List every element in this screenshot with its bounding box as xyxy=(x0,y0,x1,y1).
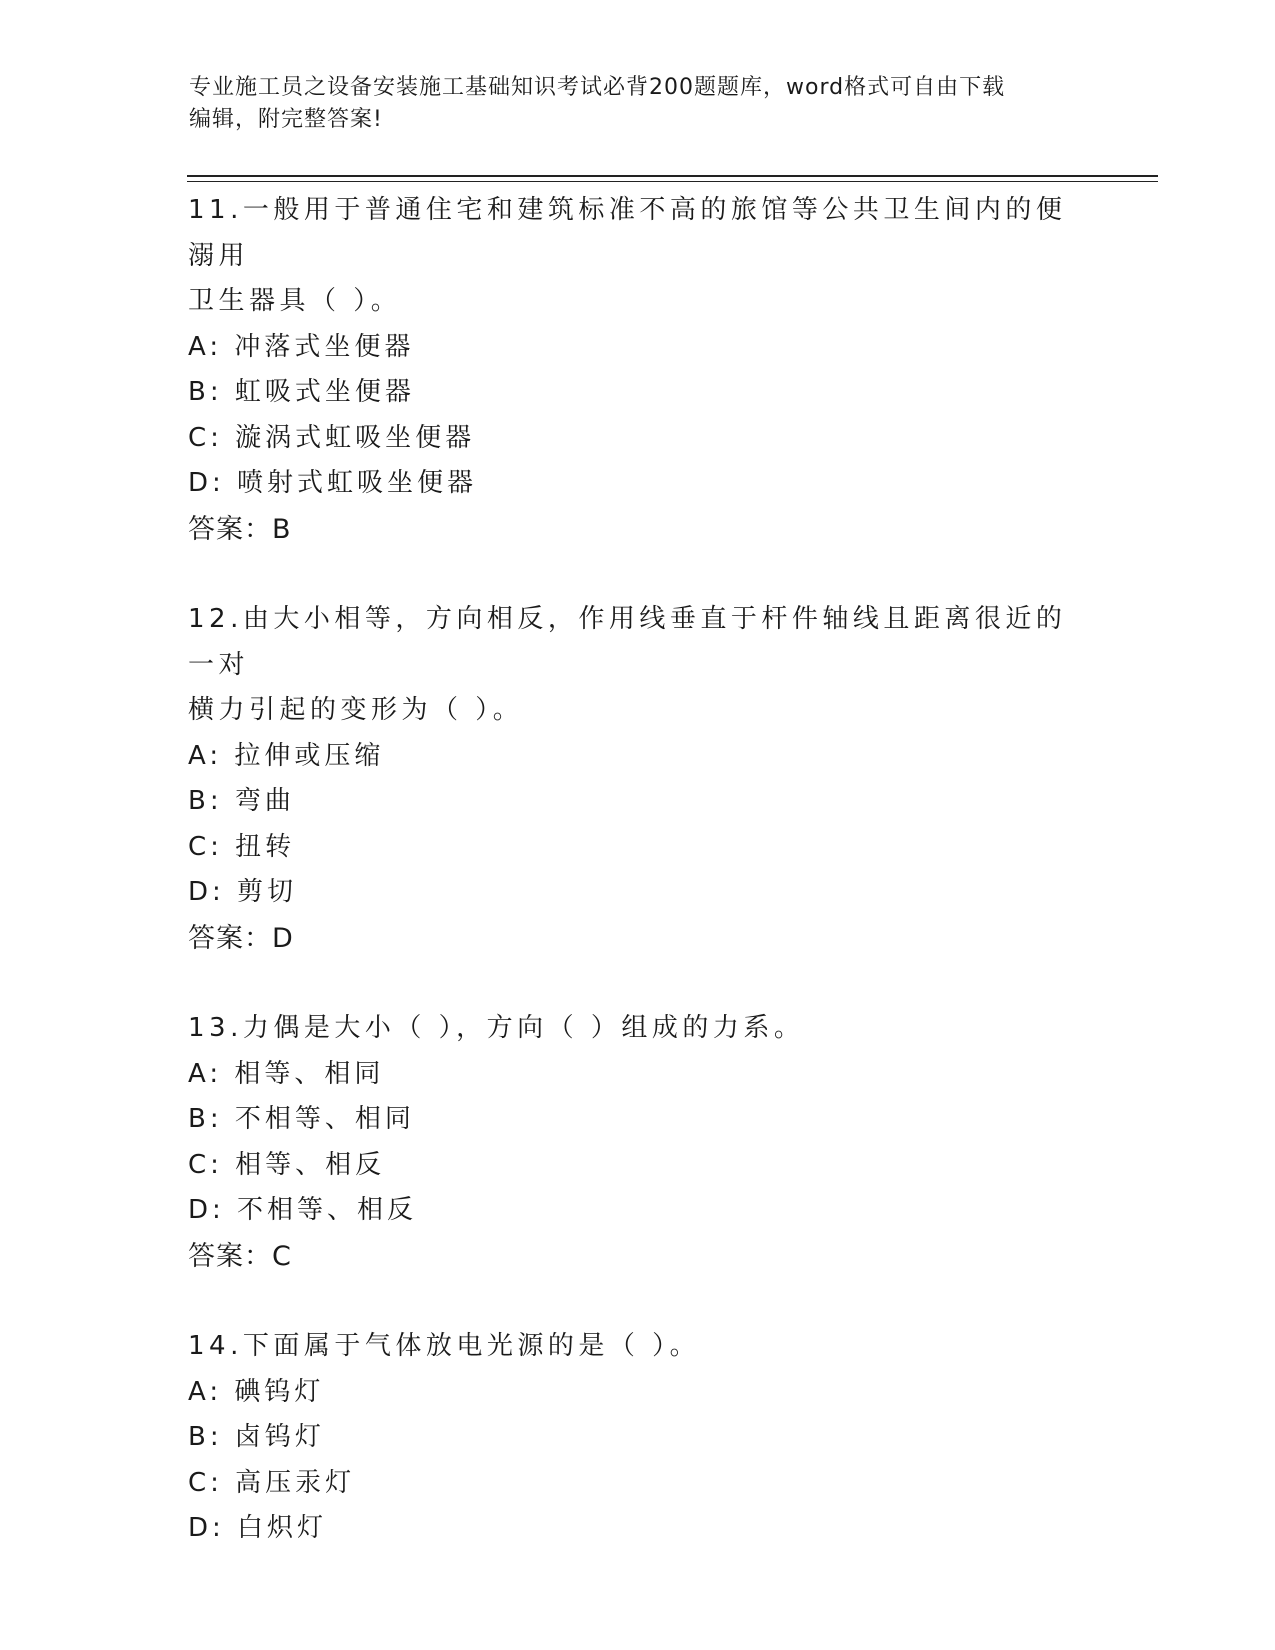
answer: 答案：D xyxy=(188,922,294,954)
option-b: B: 卤钨灯 xyxy=(188,1422,325,1452)
option-c: C: 相等、相反 xyxy=(188,1149,386,1180)
option-c: C: 高压汞灯 xyxy=(188,1467,356,1498)
answer: 答案：B xyxy=(188,513,292,545)
option-a: A: 冲落式坐便器 xyxy=(188,331,415,362)
header-divider-thick xyxy=(187,175,1158,177)
option-a: A: 碘钨灯 xyxy=(188,1376,325,1407)
question-stem-continued: 卫生器具（ ）。 xyxy=(188,286,402,316)
document-header xyxy=(189,72,1069,136)
header-line-2: 编辑，附完整答案! xyxy=(189,107,383,132)
question-11 xyxy=(188,188,1088,552)
question-spacer xyxy=(188,552,1088,597)
option-b: B: 弯曲 xyxy=(188,786,295,816)
option-b: B: 虹吸式坐便器 xyxy=(188,377,415,407)
question-list xyxy=(188,188,1088,1552)
question-stem-continued: 横力引起的变形为（ ）。 xyxy=(188,695,524,725)
question-13 xyxy=(188,1006,1088,1279)
option-a: A: 相等、相同 xyxy=(188,1058,385,1089)
answer: 答案：C xyxy=(188,1240,292,1272)
option-a: A: 拉伸或压缩 xyxy=(188,740,385,771)
question-spacer xyxy=(188,1279,1088,1324)
question-spacer xyxy=(188,961,1088,1006)
question-12 xyxy=(188,597,1088,961)
option-b: B: 不相等、相同 xyxy=(188,1104,415,1134)
header-line-1: 专业施工员之设备安装施工基础知识考试必背200题题库，word格式可自由下载 xyxy=(189,75,1006,100)
option-c: C: 扭转 xyxy=(188,831,296,862)
option-c: C: 漩涡式虹吸坐便器 xyxy=(188,422,476,453)
question-stem: 14.下面属于气体放电光源的是（ ）。 xyxy=(188,1331,701,1361)
option-d: D: 白炽灯 xyxy=(188,1513,328,1543)
question-stem: 12.由大小相等，方向相反，作用线垂直于杆件轴线且距离很近的一对 xyxy=(188,604,1067,680)
option-d: D: 不相等、相反 xyxy=(188,1195,418,1225)
question-stem: 13.力偶是大小（ ），方向（ ）组成的力系。 xyxy=(188,1013,805,1043)
question-14 xyxy=(188,1324,1088,1552)
question-stem: 11.一般用于普通住宅和建筑标准不高的旅馆等公共卫生间内的便溺用 xyxy=(188,195,1067,271)
option-d: D: 喷射式虹吸坐便器 xyxy=(188,468,478,498)
header-divider-thin xyxy=(187,181,1158,182)
option-d: D: 剪切 xyxy=(188,877,298,907)
